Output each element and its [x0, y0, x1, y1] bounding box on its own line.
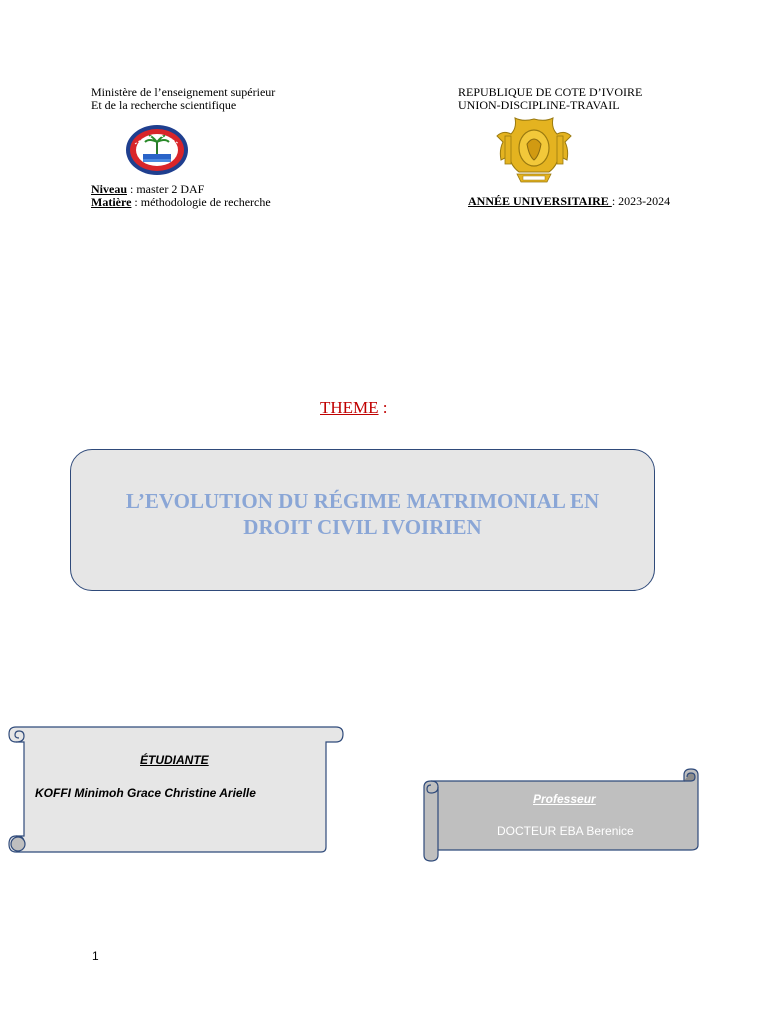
- document-title: [93, 488, 633, 540]
- matiere-row: [91, 196, 271, 209]
- annee-label: ANNÉE UNIVERSITAIRE: [468, 194, 612, 208]
- title-box: [70, 449, 655, 591]
- republic-header: [458, 86, 642, 112]
- republic-motto: UNION-DISCIPLINE-TRAVAIL: [458, 98, 620, 112]
- theme-suffix: :: [378, 398, 388, 417]
- professor-label: Professeur: [533, 792, 596, 806]
- theme-label: THEME: [320, 398, 379, 417]
- annee-value: : 2023-2024: [611, 194, 671, 208]
- ministry-line-1: Ministère de l’enseignement supérieur: [91, 85, 276, 99]
- student-label: ÉTUDIANTE: [140, 753, 209, 767]
- professor-name: DOCTEUR EBA Berenice: [497, 824, 634, 838]
- matiere-value: : méthodologie de recherche: [131, 195, 271, 209]
- republic-line-1: REPUBLIQUE DE COTE D’IVOIRE: [458, 85, 643, 99]
- title-line-1: L’EVOLUTION DU RÉGIME MATRIMONIAL EN: [125, 489, 600, 513]
- professor-scroll-banner: [420, 767, 702, 863]
- niveau-label: Niveau: [91, 182, 127, 196]
- ministry-line-2: Et de la recherche scientifique: [91, 98, 237, 112]
- coat-of-arms-icon: [493, 116, 575, 187]
- course-info: [91, 183, 271, 209]
- matiere-label: Matière: [91, 195, 132, 209]
- niveau-value: : master 2 DAF: [127, 182, 205, 196]
- page-number: 1: [92, 949, 99, 963]
- title-line-2: DROIT CIVIL IVOIRIEN: [243, 515, 482, 539]
- academic-year: [468, 195, 670, 208]
- student-name: KOFFI Minimoh Grace Christine Arielle: [35, 786, 256, 800]
- theme-heading: [320, 398, 388, 418]
- ministry-header: [91, 86, 275, 112]
- university-logo-icon: [125, 124, 189, 176]
